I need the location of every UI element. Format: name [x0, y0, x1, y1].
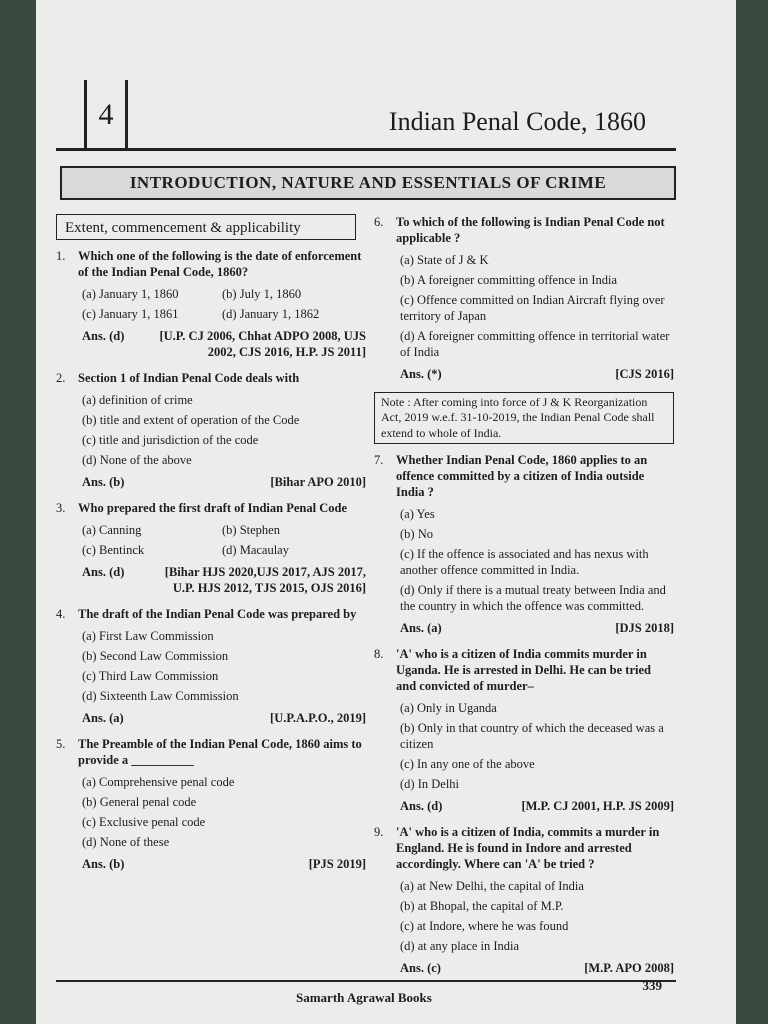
option: (b) Second Law Commission: [82, 649, 229, 663]
note-box: Note : After coming into force of J & K Reorganization Act, 2019 w.e.f. 31-10-2019, the Indian Penal Code shall extend to whole of India.: [374, 392, 674, 444]
option: (c) title and jurisdiction of the code: [82, 433, 259, 447]
question-text: To which of the following is Indian Penal Code not applicable ?: [396, 215, 665, 245]
option: (b) July 1, 1860: [222, 287, 302, 301]
answer: Ans. (d): [82, 565, 125, 579]
answer-source: [DJS 2018]: [615, 621, 674, 636]
option: (c) Exclusive penal code: [82, 815, 206, 829]
option: (a) State of J & K: [400, 253, 489, 267]
question-text: Who prepared the first draft of Indian Penal Code: [78, 501, 347, 515]
question-4: 4. The draft of the Indian Penal Code was prepared by (a) First Law Commission (b) Second Law Commission (c) Third Law Commission (d) Sixteenth Law Commission Ans. (a) [U.P.A.P.O., 2019]: [56, 607, 366, 725]
answer: Ans. (a): [82, 711, 124, 725]
page-number: 339: [642, 978, 662, 993]
question-text: 'A' who is a citizen of India, commits a murder in England. He is found in Indore and arrested accordingly. Where can 'A' be tried ?: [396, 825, 660, 872]
answer: Ans. (b): [82, 475, 125, 489]
answer: Ans. (c): [400, 961, 441, 976]
answer-source: [PJS 2019]: [308, 857, 366, 871]
option: (d) In Delhi: [400, 777, 460, 792]
answer: Ans. (a): [400, 621, 442, 636]
question-3: 3. Who prepared the first draft of Indian Penal Code (a) Canning (b) Stephen (c) Bentinck (d) Macaulay Ans. (d) [Bihar HJS 2020,UJS 2017, AJS 2017, U.P. HJS 2012, TJS 2015, OJS 2016]: [56, 501, 366, 595]
question-text: 'A' who is a citizen of India commits murder in Uganda. He is arrested in Delhi. He can be tried and convicted of murder–: [396, 647, 651, 694]
option: (b) Stephen: [222, 523, 280, 537]
option: (a) Canning: [82, 523, 142, 537]
question-8: 8. 'A' who is a citizen of India commits murder in Uganda. He is arrested in Delhi. He can be tried and convicted of murder– (a) Only in Uganda (b) Only in that country of which the deceased was a citizen (c) In any one of the above (d) In Delhi Ans. (d) [M.P. CJ 2001, H.P. JS 2009]: [374, 647, 674, 814]
question-text: Section 1 of Indian Penal Code deals with: [78, 371, 300, 385]
answer: Ans. (d): [82, 329, 125, 343]
answer-source: [M.P. APO 2008]: [584, 961, 674, 976]
chapter-number: 4: [84, 80, 128, 150]
option: (a) Comprehensive penal code: [82, 775, 235, 789]
option: (a) January 1, 1860: [82, 287, 179, 301]
question-2: 2. Section 1 of Indian Penal Code deals with (a) definition of crime (b) title and extent of operation of the Code (c) title and jurisdiction of the code (d) None of the above Ans. (b) [Bihar APO 2010]: [56, 371, 366, 489]
option: (c) Third Law Commission: [82, 669, 219, 683]
question-9: 9. 'A' who is a citizen of India, commits a murder in England. He is found in Indore and arrested accordingly. Where can 'A' be tried ? (a) at New Delhi, the capital of India (b) at Bhopal, the capital of M.P. (c) at Indore, where he was found (d) at any place in India Ans. (c) [M.P. APO 2008]: [374, 825, 674, 976]
footer-rule: [56, 980, 676, 982]
answer: Ans. (b): [82, 857, 125, 871]
option: (c) In any one of the above: [400, 757, 535, 772]
subsection-heading: Extent, commencement & applicability: [56, 214, 356, 240]
option: (b) A foreigner committing offence in India: [400, 273, 618, 287]
option: (d) Macaulay: [222, 543, 289, 557]
option: (c) Offence committed on Indian Aircraft flying over territory of Japan: [400, 293, 665, 323]
answer-source: [U.P.A.P.O., 2019]: [270, 711, 366, 725]
answer-source: [M.P. CJ 2001, H.P. JS 2009]: [521, 799, 674, 814]
option: (c) If the offence is associated and has nexus with another offence committed in India.: [400, 547, 649, 578]
question-text: Whether Indian Penal Code, 1860 applies to an offence committed by a citizen of India outside India ?: [396, 453, 648, 500]
publisher-name: Samarth Agrawal Books: [296, 990, 432, 1005]
option: (d) None of the above: [82, 453, 192, 467]
answer-source: [Bihar APO 2010]: [270, 475, 366, 489]
question-5: 5. The Preamble of the Indian Penal Code, 1860 aims to provide a __________ (a) Comprehensive penal code (b) General penal code (c) Exclusive penal code (d) None of these Ans. (b) [PJS 2019]: [56, 737, 366, 871]
answer-source: [Bihar HJS 2020,UJS 2017, AJS 2017, U.P. HJS 2012, TJS 2015, OJS 2016]: [164, 565, 366, 595]
option: (a) Only in Uganda: [400, 701, 497, 716]
option: (d) A foreigner committing offence in territorial water of India: [400, 329, 670, 359]
right-column: [374, 214, 674, 986]
option: (d) None of these: [82, 835, 170, 849]
answer: Ans. (d): [400, 799, 443, 814]
left-column: [56, 248, 366, 882]
section-banner: INTRODUCTION, NATURE AND ESSENTIALS OF CRIME: [60, 166, 676, 200]
option: (b) General penal code: [82, 795, 197, 809]
option: (c) at Indore, where he was found: [400, 919, 569, 934]
question-text: Which one of the following is the date of enforcement of the Indian Penal Code, 1860?: [78, 249, 362, 279]
question-text: The Preamble of the Indian Penal Code, 1860 aims to provide a __________: [78, 737, 362, 767]
option: (d) Only if there is a mutual treaty between India and the country in which the offence was committed.: [400, 583, 666, 614]
answer-source: [CJS 2016]: [615, 367, 674, 381]
question-6: 6. To which of the following is Indian Penal Code not applicable ? (a) State of J & K (b) A foreigner committing offence in India (c) Offence committed on Indian Aircraft flying over territory of Japan (d) A foreigner committing offence in territorial water of India Ans. (*) [CJS 2016] Note : After coming into force of J & K Reorganization Act, 2019 w.e.f. 31-10-2019, the Indian Penal Code shall extend to whole of India.: [374, 214, 674, 444]
option: (d) January 1, 1862: [222, 307, 320, 321]
option: (a) at New Delhi, the capital of India: [400, 879, 584, 894]
option: (a) definition of crime: [82, 393, 193, 407]
option: (a) First Law Commission: [82, 629, 214, 643]
option: (a) Yes: [400, 507, 435, 522]
option: (b) title and extent of operation of the Code: [82, 413, 300, 427]
chapter-title: Indian Penal Code, 1860: [388, 107, 646, 136]
question-text: The draft of the Indian Penal Code was prepared by: [78, 607, 357, 621]
answer-source: [U.P. CJ 2006, Chhat ADPO 2008, UJS 2002, CJS 2016, H.P. JS 2011]: [159, 329, 366, 359]
option: (d) at any place in India: [400, 939, 520, 954]
option: (b) No: [400, 527, 433, 542]
answer: Ans. (*): [400, 367, 442, 381]
book-page: [36, 0, 736, 1024]
title-rule: [56, 148, 676, 151]
question-7: 7. Whether Indian Penal Code, 1860 applies to an offence committed by a citizen of India outside India ? (a) Yes (b) No (c) If the offence is associated and has nexus with another offence committed in India. (d) Only if there is a mutual treaty between India and the country in which the offence was committed. Ans. (a) [DJS 2018]: [374, 453, 674, 636]
option: (c) January 1, 1861: [82, 307, 179, 321]
option: (c) Bentinck: [82, 543, 145, 557]
option: (d) Sixteenth Law Commission: [82, 689, 239, 703]
option: (b) at Bhopal, the capital of M.P.: [400, 899, 564, 914]
option: (b) Only in that country of which the deceased was a citizen: [400, 721, 664, 752]
question-1: 1. Which one of the following is the date of enforcement of the Indian Penal Code, 1860? (a) January 1, 1860 (b) July 1, 1860 (c) January 1, 1861 (d) January 1, 1862 Ans. (d) [U.P. CJ 2006, Chhat ADPO 2008, UJS 2002, CJS 2016, H.P. JS 2011]: [56, 249, 366, 359]
